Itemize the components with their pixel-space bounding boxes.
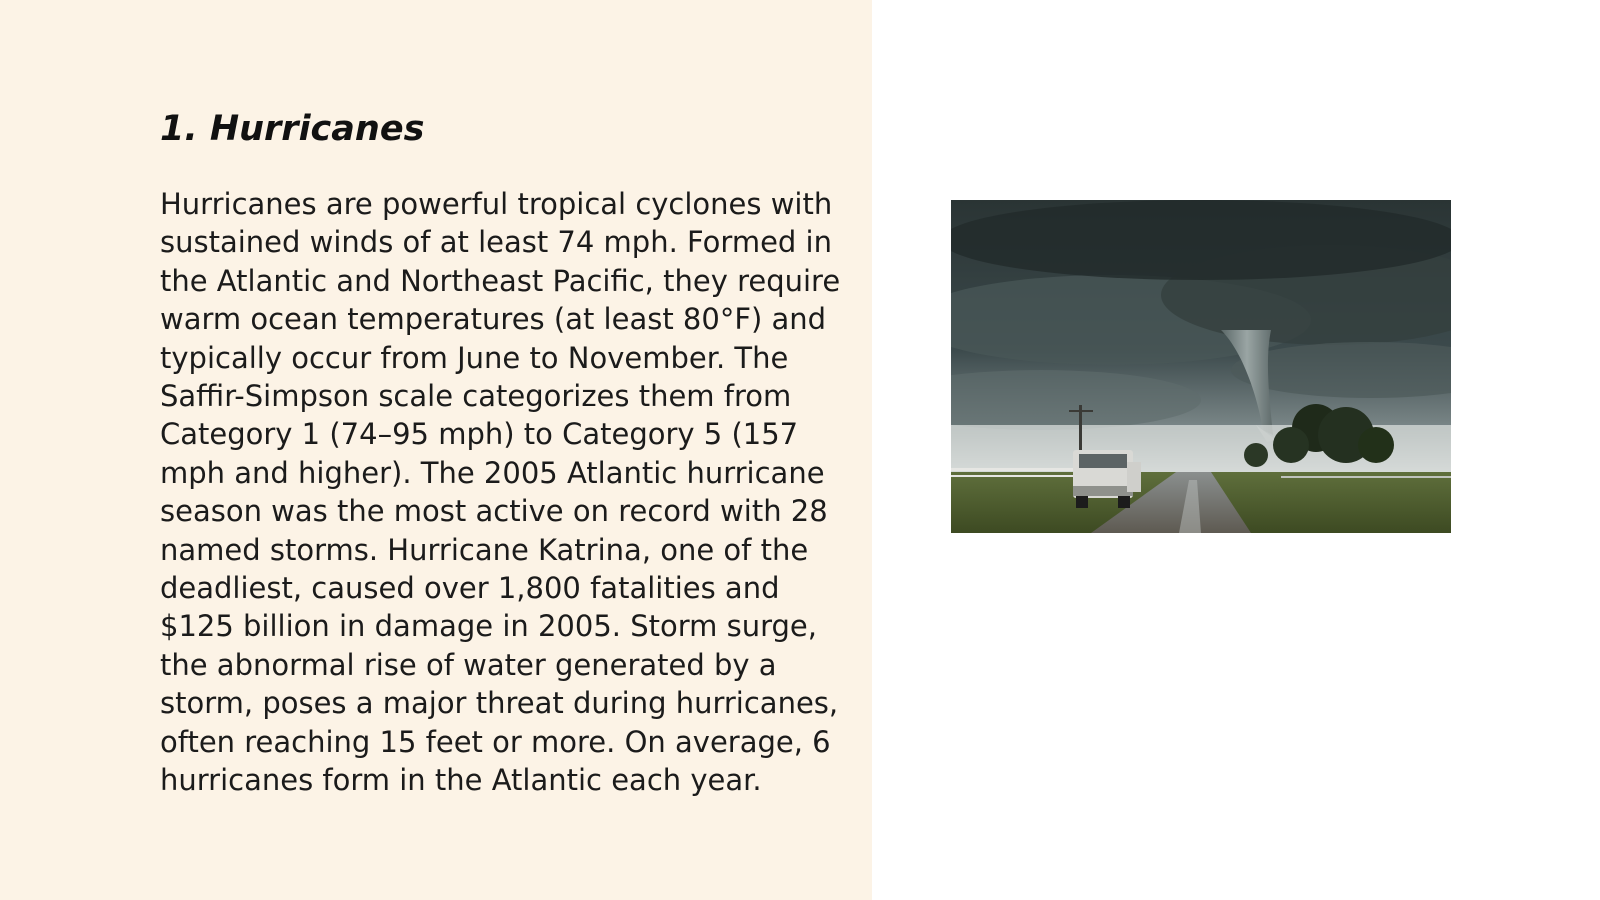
slide-heading: 1. Hurricanes: [160, 109, 425, 149]
slide-paragraph: Hurricanes are powerful tropical cyclones with sustained winds of at least 74 mph. Formed in the Atlantic and Northeast Pacific, they require warm ocean temperatures (at least 80°F) and typically occur from June to November. The Saffir-Simpson scale categorizes them from Category 1 (74–95 mph) to Category 5 (157 mph and higher). The 2005 Atlantic hurricane season was the most active on record with 28 named storms. Hurricane Katrina, one of the deadliest, caused over 1,800 fatalities and $125 billion in damage in 2005. Storm surge, the abnormal rise of water generated by a storm, poses a major threat during hurricanes, often reaching 15 feet or more. On average, 6 hurricanes form in the Atlantic each year.: [160, 187, 841, 798]
tornado-photo: [951, 200, 1451, 533]
tornado-photo-illustration: [951, 200, 1451, 533]
